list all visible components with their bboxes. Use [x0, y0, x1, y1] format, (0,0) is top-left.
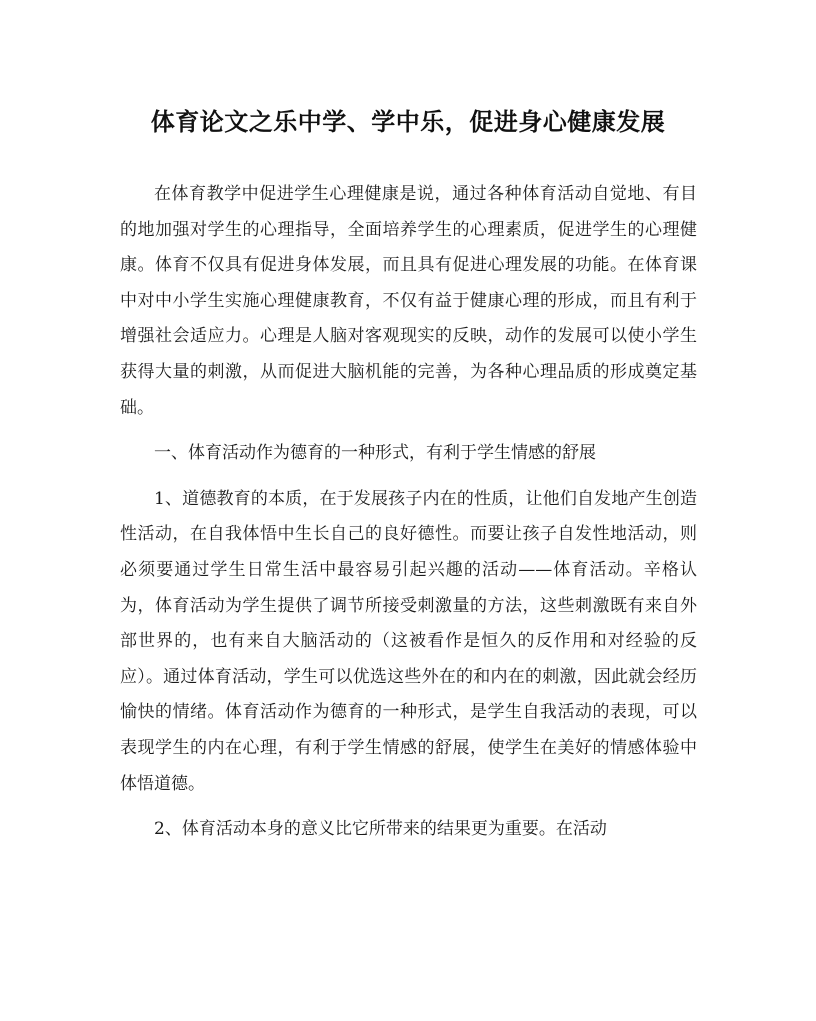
- paragraph-point-2: 2、体育活动本身的意义比它所带来的结果更为重要。在活动: [154, 819, 607, 840]
- section-heading-1: 一、体育活动作为德育的一种形式，有利于学生情感的舒展: [154, 443, 596, 464]
- document-title: 体育论文之乐中学、学中乐，促进身心健康发展: [150, 107, 666, 136]
- paragraph-intro: 在体育教学中促进学生心理健康是说，通过各种体育活动自觉地、有目的地加强对学生的心理指导，全面培养学生的心理素质，促进学生的心理健康。体育不仅具有促进身体发展，而且具有促进心理发展的功能。在体育课中对中小学生实施心理健康教育，不仅有益于健康心理的形成，而且有利于增强社会适应力。心理是人脑对客观现实的反映，动作的发展可以使小学生获得大量的刺激，从而促进大脑机能的完善，为各种心理品质的形成奠定基础。: [120, 184, 697, 418]
- paragraph-point-1: 1、道德教育的本质，在于发展孩子内在的性质，让他们自发地产生创造性活动，在自我体悟中生长自己的良好德性。而要让孩子自发性地活动，则必须要通过学生日常生活中最容易引起兴趣的活动——体育活动。辛格认为，体育活动为学生提供了调节所接受刺激量的方法，这些刺激既有来自外部世界的，也有来自大脑活动的（这被看作是恒久的反作用和对经验的反应）。通过体育活动，学生可以优选这些外在的和内在的刺激，因此就会经历愉快的情绪。体育活动作为德育的一种形式，是学生自我活动的表现，可以表现学生的内在心理，有利于学生情感的舒展，使学生在美好的情感体验中体悟道德。: [120, 488, 697, 794]
- document-body: [120, 177, 697, 858]
